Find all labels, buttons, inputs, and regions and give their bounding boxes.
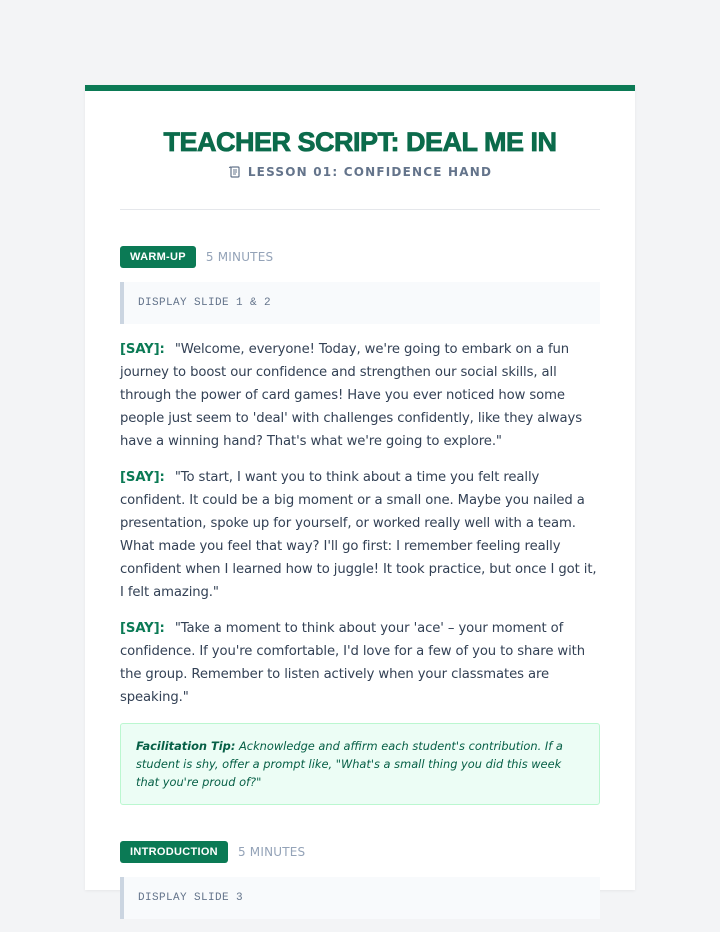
say-label: [SAY]: xyxy=(120,470,165,485)
section-header xyxy=(120,246,600,268)
say-text: "Take a moment to think about your 'ace' – your moment of confidence. If you're comfortable, I'd love for a few of you to share with the group. Remember to listen actively when your classmates are speaking." xyxy=(120,621,586,705)
tip-text: Acknowledge and affirm each student's contribution. If a student is shy, offer a prompt like, "What's a small thing you did this week that you're proud of?" xyxy=(136,739,563,789)
say-text: "Welcome, everyone! Today, we're going to embark on a fun journey to boost our confidence and strengthen our social skills, all through the power of card games! Have you ever noticed how some people just seem to 'deal' with challenges confidently, like they always have a winning hand? That's what we're going to explore." xyxy=(120,342,582,449)
page-header xyxy=(120,91,600,210)
say-label: [SAY]: xyxy=(120,342,165,357)
say-text: "To start, I want you to think about a time you felt really confident. It could be a big moment or a small one. Maybe you nailed a presentation, spoke up for yourself, or worked really well with a team. What made you feel that way? I'll go first: I remember feeling really confident when I learned how to juggle! It took practice, but once I got it, I felt amazing." xyxy=(120,470,597,600)
section-introduction xyxy=(120,805,600,919)
section-badge: WARM-UP xyxy=(120,246,196,268)
page-title: TEACHER SCRIPT: DEAL ME IN xyxy=(163,127,557,157)
facilitation-tip xyxy=(120,723,600,805)
scroll-icon xyxy=(228,165,242,179)
section-warm-up xyxy=(120,210,600,805)
lesson-subtitle xyxy=(120,165,600,179)
tip-label: Facilitation Tip: xyxy=(136,739,236,753)
display-slide-note: DISPLAY SLIDE 1 & 2 xyxy=(120,282,600,324)
section-duration: 5 MINUTES xyxy=(205,250,274,264)
display-slide-note: DISPLAY SLIDE 3 xyxy=(120,877,600,919)
section-header xyxy=(120,841,600,863)
say-paragraph xyxy=(120,466,600,604)
say-paragraph xyxy=(120,617,600,709)
lesson-label: LESSON 01: CONFIDENCE HAND xyxy=(247,165,493,179)
section-badge: INTRODUCTION xyxy=(120,841,228,863)
script-card xyxy=(85,85,635,904)
section-duration: 5 MINUTES xyxy=(237,845,306,859)
say-label: [SAY]: xyxy=(120,621,165,636)
say-paragraph xyxy=(120,338,600,453)
